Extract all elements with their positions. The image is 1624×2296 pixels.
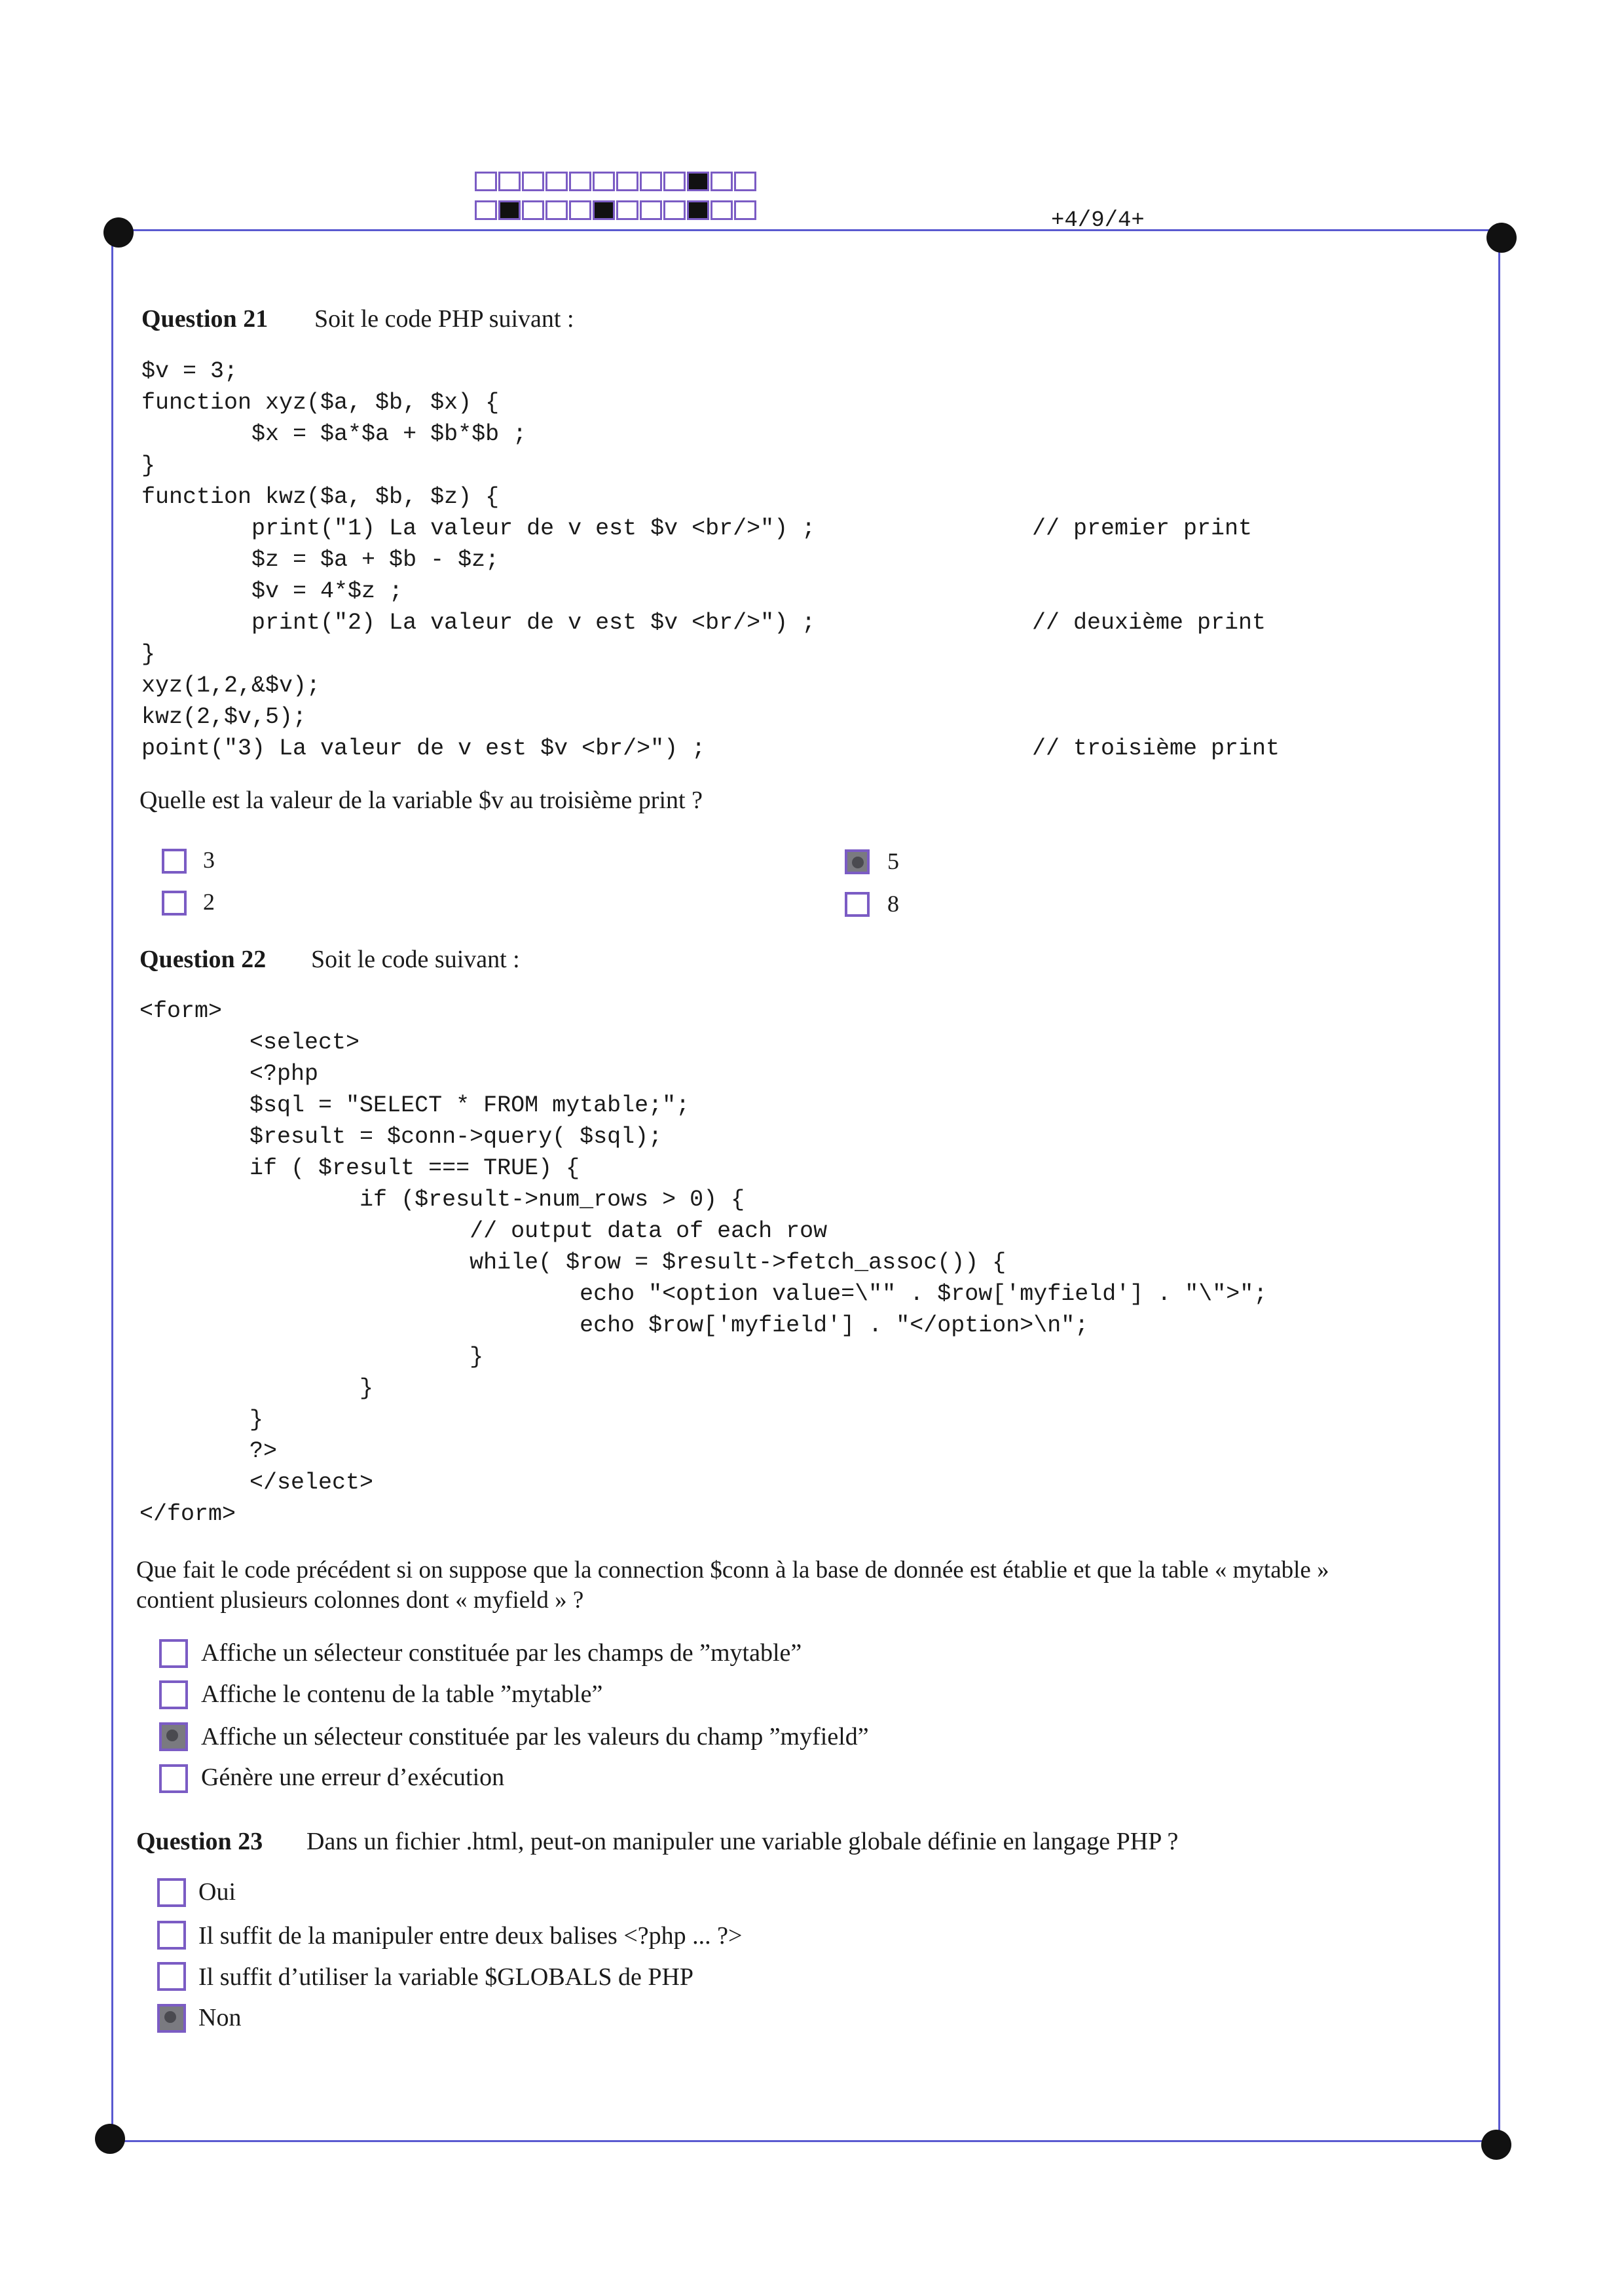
q22-answer-label: Affiche un sélecteur constituée par les valeurs du champ ”myfield” [201, 1723, 869, 1750]
q21-code-comment: // premier print [1032, 515, 1253, 542]
barcode-cell [545, 200, 568, 220]
q21-answer-label: 5 [887, 848, 899, 874]
q23-answer-checkbox[interactable] [157, 1878, 186, 1907]
barcode-row-2 [475, 200, 783, 223]
q23-answer-label: Il suffit d’utiliser la variable $GLOBALS de PHP [198, 1963, 694, 1991]
barcode-cell [498, 172, 521, 191]
frame-top-line [111, 229, 1500, 231]
q22-question-line2: contient plusieurs colonnes dont « myfield » ? [136, 1587, 584, 1614]
q21-code-line: function xyz($a, $b, $x) { [141, 390, 500, 416]
q21-answer-label: 3 [203, 847, 215, 873]
barcode-cell [640, 172, 662, 191]
q22-code-line: </select> [139, 1470, 374, 1496]
q22-answer-checkbox[interactable] [159, 1680, 188, 1709]
q23-answer-checkbox[interactable] [157, 1962, 186, 1991]
q22-answer-label: Affiche un sélecteur constituée par les champs de ”mytable” [201, 1639, 802, 1667]
q21-code-line: function kwz($a, $b, $z) { [141, 484, 500, 510]
barcode-cell [475, 172, 497, 191]
q23-answer-label: Non [198, 2004, 242, 2031]
q22-answer-label: Génère une erreur d’exécution [201, 1764, 505, 1791]
q21-answer-checkbox[interactable] [845, 849, 870, 874]
barcode-cell [593, 200, 615, 220]
q21-answer-checkbox[interactable] [162, 891, 187, 916]
q23-answer-checkbox[interactable] [157, 2004, 186, 2033]
barcode-cell [640, 200, 662, 220]
barcode-cell [569, 172, 591, 191]
barcode-cell [522, 200, 544, 220]
q22-question-line1: Que fait le code précédent si on suppose que la connection $conn à la base de donnée est établie et que la table « mytable » [136, 1557, 1329, 1583]
q22-answer-checkbox[interactable] [159, 1639, 188, 1668]
q22-code-line: while( $row = $result->fetch_assoc()) { [139, 1250, 1006, 1276]
q22-code-line: echo "<option value=\"" . $row['myfield'] . "\">"; [139, 1281, 1268, 1307]
q21-code-line: $z = $a + $b - $z; [141, 547, 500, 573]
q22-answer-checkbox[interactable] [159, 1764, 188, 1793]
q23-answer-label: Oui [198, 1878, 236, 1906]
barcode-cell [498, 200, 521, 220]
barcode-cell [734, 172, 756, 191]
q22-code-line: </form> [139, 1501, 236, 1527]
barcode-cell [663, 172, 686, 191]
q21-code-line: point("3) La valeur de v est $v <br/>") ; [141, 735, 706, 762]
q21-answer-checkbox[interactable] [845, 892, 870, 917]
q22-code-line: if ($result->num_rows > 0) { [139, 1187, 745, 1213]
q22-code-line: } [139, 1407, 264, 1433]
q21-code-line: kwz(2,$v,5); [141, 704, 307, 730]
q23-label: Question 23 [136, 1828, 263, 1855]
barcode-cell [545, 172, 568, 191]
q22-code-line: } [139, 1375, 374, 1401]
q22-code-block [139, 995, 1267, 1530]
barcode-cell [616, 200, 638, 220]
corner-mark-top-left [103, 217, 134, 248]
q23-answer-checkbox[interactable] [157, 1921, 186, 1950]
q21-code-line: } [141, 453, 156, 479]
frame-right-line [1498, 229, 1500, 2141]
barcode-cell [734, 200, 756, 220]
barcode-cell [663, 200, 686, 220]
barcode-cell [710, 172, 733, 191]
barcode-cell [687, 172, 709, 191]
q21-code-comment: // troisième print [1032, 735, 1280, 762]
q22-code-line: echo $row['myfield'] . "</option>\n"; [139, 1312, 1089, 1339]
q22-answer-checkbox[interactable] [159, 1722, 188, 1751]
frame-bottom-line [111, 2140, 1500, 2142]
barcode-row-1 [475, 172, 783, 194]
q22-code-line: ?> [139, 1438, 278, 1464]
q22-code-line: if ( $result === TRUE) { [139, 1155, 580, 1181]
barcode-cell [687, 200, 709, 220]
corner-mark-top-right [1486, 223, 1517, 253]
barcode [475, 172, 783, 223]
q21-code-line: $v = 3; [141, 358, 238, 384]
q22-answer-label: Affiche le contenu de la table ”mytable” [201, 1680, 603, 1708]
q21-intro: Soit le code PHP suivant : [314, 305, 574, 333]
q22-code-line: $sql = "SELECT * FROM mytable;"; [139, 1092, 690, 1119]
barcode-cell [569, 200, 591, 220]
q22-code-line: <select> [139, 1029, 360, 1056]
corner-mark-bottom-left [95, 2124, 125, 2154]
q21-code-line: $x = $a*$a + $b*$b ; [141, 421, 527, 447]
q21-code-line: xyz(1,2,&$v); [141, 673, 321, 699]
page-code: +4/9/4+ [1051, 208, 1145, 233]
q22-code-line: <form> [139, 998, 223, 1024]
q21-code-line: } [141, 641, 156, 667]
q22-code-line: } [139, 1344, 484, 1370]
q23-question: Dans un fichier .html, peut-on manipuler une variable globale définie en langage PHP ? [306, 1828, 1179, 1855]
q21-code-line: print("2) La valeur de v est $v <br/>") ; [141, 610, 816, 636]
barcode-cell [710, 200, 733, 220]
q22-intro: Soit le code suivant : [311, 946, 520, 973]
q21-code-comment: // deuxième print [1032, 610, 1266, 636]
q21-code-line: print("1) La valeur de v est $v <br/>") ; [141, 515, 816, 542]
barcode-cell [522, 172, 544, 191]
barcode-cell [475, 200, 497, 220]
q22-label: Question 22 [139, 946, 267, 973]
q21-code-line: $v = 4*$z ; [141, 578, 403, 604]
q22-code-line: $result = $conn->query( $sql); [139, 1124, 663, 1150]
q21-answer-label: 2 [203, 889, 215, 915]
q21-answer-checkbox[interactable] [162, 849, 187, 874]
frame-left-line [111, 229, 113, 2141]
q21-question: Quelle est la valeur de la variable $v au troisième print ? [139, 787, 703, 814]
q22-code-line: // output data of each row [139, 1218, 828, 1244]
q22-code-line: <?php [139, 1061, 319, 1087]
corner-mark-bottom-right [1481, 2130, 1511, 2160]
barcode-cell [616, 172, 638, 191]
q21-answer-label: 8 [887, 891, 899, 917]
q23-answer-label: Il suffit de la manipuler entre deux balises <?php ... ?> [198, 1922, 743, 1950]
q21-label: Question 21 [141, 305, 268, 333]
barcode-cell [593, 172, 615, 191]
